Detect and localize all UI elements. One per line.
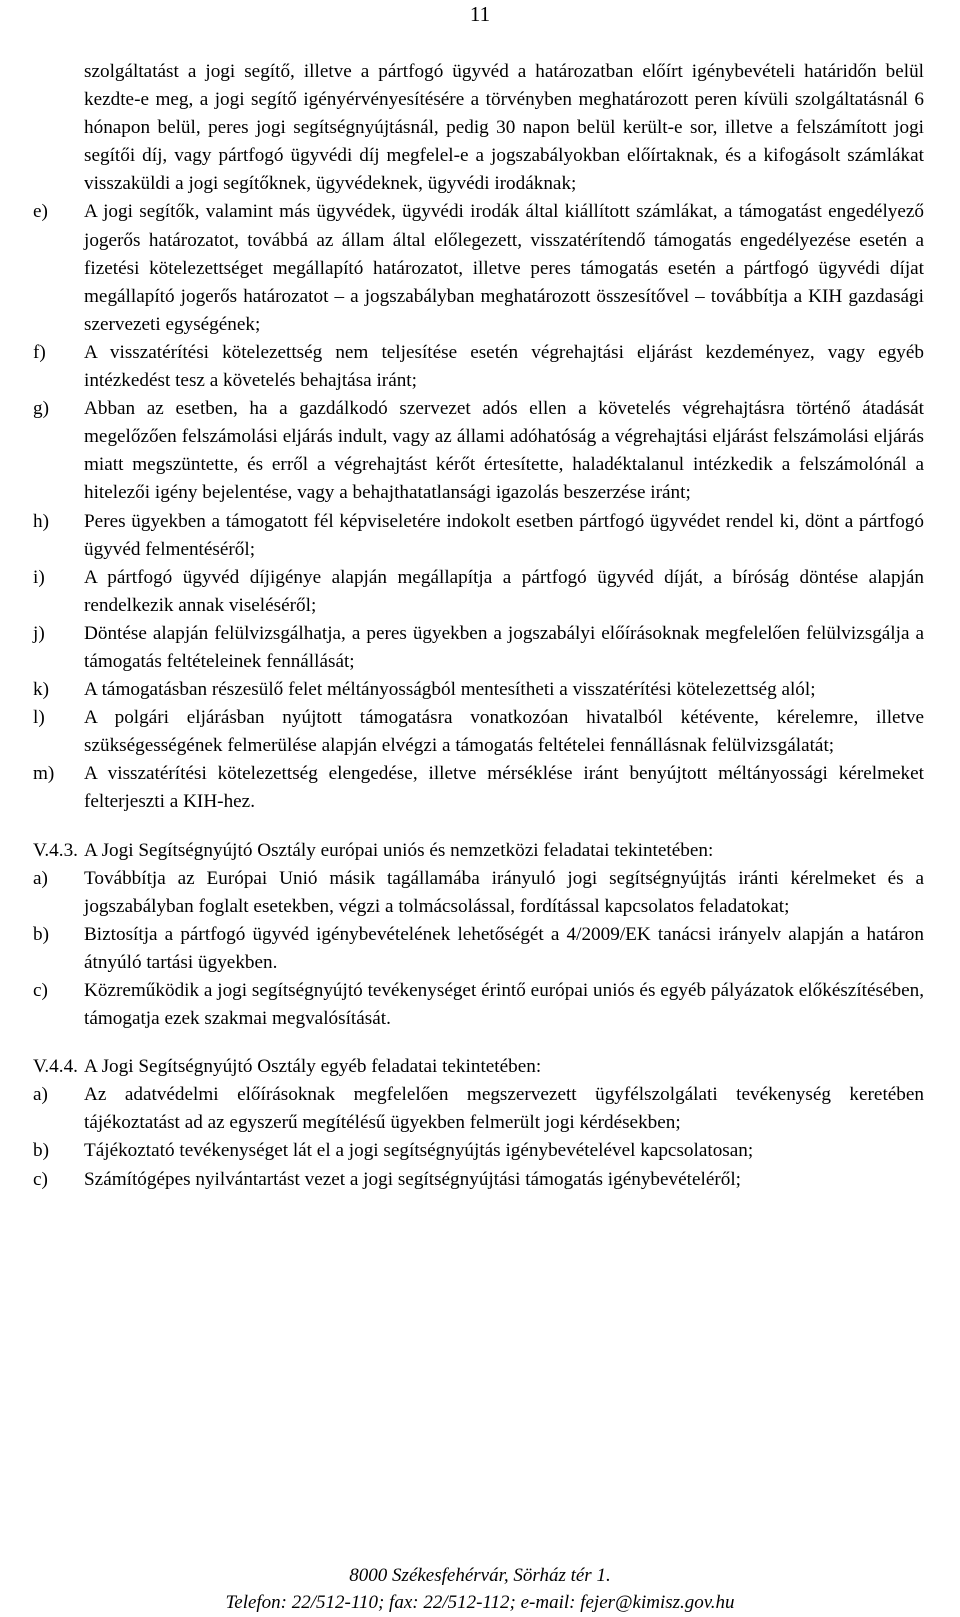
- section-number: V.4.3.: [33, 839, 78, 861]
- item-text: Az adatvédelmi előírásoknak megfelelően megszervezett ügyfélszolgálati tevékenység keretében tájékoztatást ad az egyszerű megítélésű ügyekben felmerült jogi kérdésekben;: [84, 1084, 924, 1134]
- intro-paragraph: szolgáltatást a jogi segítő, illetve a pártfogó ügyvéd a határozatban előírt igénybevételi határidőn belül kezdte-e meg, a jogi segítő igényérvényesítésére a törvényben meghatározott peren kívüli szolgáltatásnál 6 hónapon belül, peres jogi segítségnyújtásnál, pedig 30 napon belül került-e sor, illetve a felszámított jogi segítői díj, vagy pártfogó ügyvédi díj megfelel-e a jogszabályokban előírtaknak, és a kifogásolt számlákat visszaküldi a jogi segítőknek, ügyvédeknek, ügyvédi irodáknak;: [84, 61, 924, 195]
- item-text: Döntése alapján felülvizsgálhatja, a peres ügyekben a jogszabályi előírásoknak megfelelően felülvizsgálja a támogatás feltételeinek fennállását;: [84, 622, 924, 672]
- page-number: 11: [469, 2, 491, 26]
- item-text: A jogi segítők, valamint más ügyvédek, ügyvédi irodák által kiállított számlákat, a támogatást engedélyező jogerős határozatot, továbbá az állam által előlegezett, visszatérítendő támogatás engedélyezése esetén a fizetési kötelezettséget megállapító határozatot, illetve peres támogatás esetén a pártfogó ügyvédi díjat megállapító jogerős határozatot – a jogszabályban meghatározott összesítővel – továbbítja a KIH gazdasági szervezeti egységének;: [84, 201, 924, 335]
- item-label: h): [33, 510, 49, 532]
- item-text: A támogatásban részesülő felet méltányosságból mentesítheti a visszatérítési kötelezettség alól;: [84, 679, 816, 701]
- item-text: Peres ügyekben a támogatott fél képviseletére indokolt esetben pártfogó ügyvédet rendel ki, dönt a pártfogó ügyvéd felmentéséről;: [84, 510, 924, 560]
- item-label: f): [33, 341, 46, 363]
- footer-contact: Telefon: 22/512-110; fax: 22/512-112; e-mail: fejer@kimisz.gov.hu: [225, 1592, 735, 1613]
- item-label: m): [33, 763, 55, 785]
- item-text: Tájékoztató tevékenységet lát el a jogi segítségnyújtás igénybevételével kapcsolatosan;: [84, 1140, 754, 1162]
- list-item-c: [33, 1166, 924, 1194]
- list-item-h: [33, 508, 924, 564]
- item-label: a): [33, 867, 48, 889]
- item-label: l): [33, 707, 45, 729]
- section-heading-v-4-4: [33, 1053, 924, 1081]
- list-item-i: [33, 564, 924, 620]
- item-label: b): [33, 923, 49, 945]
- item-text: A polgári eljárásban nyújtott támogatásra vonatkozóan hivatalból kétévente, kérelemre, illetve szükségességének felmerülése alapján elvégzi a támogatás feltételei fennállásnak felülvizsgálatát;: [84, 707, 924, 757]
- document-body: [33, 58, 924, 1194]
- item-label: b): [33, 1140, 49, 1162]
- section-heading-v-4-3: [33, 837, 924, 865]
- item-label: g): [33, 398, 49, 420]
- section-title: A Jogi Segítségnyújtó Osztály egyéb feladatai tekintetében:: [84, 1056, 542, 1078]
- list-item-e: [33, 198, 924, 338]
- list-item-m: [33, 760, 924, 816]
- item-text: A pártfogó ügyvéd díjigénye alapján megállapítja a pártfogó ügyvéd díját, a bíróság döntése alapján rendelkezik annak viseléséről;: [84, 566, 924, 616]
- list-item-j: [33, 620, 924, 676]
- item-text: A visszatérítési kötelezettség nem teljesítése esetén végrehajtási eljárást kezdeményez, vagy egyéb intézkedést tesz a követelés behajtása iránt;: [84, 341, 924, 392]
- item-label: c): [33, 980, 48, 1001]
- list-item-l: [33, 704, 924, 760]
- item-text: Biztosítja a pártfogó ügyvéd igénybevételének lehetőségét a 4/2009/EK tanácsi irányelv alapján a határon átnyúló tartási ügyekben.: [84, 923, 924, 973]
- item-label: i): [33, 566, 45, 588]
- item-label: j): [33, 622, 45, 644]
- item-text: Számítógépes nyilvántartást vezet a jogi segítségnyújtási támogatás igénybevételéről;: [84, 1168, 741, 1190]
- section-title: A Jogi Segítségnyújtó Osztály európai uniós és nemzetközi feladatai tekintetében:: [84, 839, 714, 861]
- item-label: c): [33, 1168, 48, 1190]
- section-number: V.4.4.: [33, 1056, 78, 1078]
- list-item-g: [33, 395, 924, 507]
- item-text: A visszatérítési kötelezettség elengedése, illetve mérséklése iránt benyújtott méltányossági kérelmeket felterjeszti a KIH-hez.: [84, 763, 924, 813]
- item-label: a): [33, 1084, 48, 1106]
- list-item-f: [33, 339, 924, 395]
- list-item-b: [33, 1137, 924, 1165]
- list-item-b: [33, 921, 924, 977]
- list-item-c: [33, 977, 924, 1033]
- section-list-v-4-4: [33, 1081, 924, 1193]
- footer-address: 8000 Székesfehérvár, Sörház tér 1.: [349, 1565, 611, 1586]
- list-e-to-m: [33, 198, 924, 816]
- item-text: Továbbítja az Európai Unió másik tagállamába irányuló jogi segítségnyújtás iránti kérelmeket és a jogszabályban foglalt esetekben, végzi a tolmácsolással, fordítással kapcsolatos feladatokat;: [84, 867, 924, 917]
- list-item-a: [33, 1081, 924, 1137]
- item-label: k): [33, 679, 49, 701]
- section-list-v-4-3: [33, 865, 924, 1034]
- item-label: e): [33, 201, 48, 223]
- list-item-k: [33, 676, 924, 704]
- item-text: Abban az esetben, ha a gazdálkodó szervezet adós ellen a követelés végrehajtásra történő átadását megelőzően felszámolási eljárás indult, vagy az állami adóhatóság a végrehajtási eljárást felszámolási eljárás miatt megszüntette, és erről a végrehajtást kérőt értesítette, haladéktalanul intézkedik a felszámolónál a hitelezői igény bejelentése, vagy a behajthatatlansági igazolás beszerzése iránt;: [84, 398, 924, 504]
- item-text: Közreműködik a jogi segítségnyújtó tevékenységet érintő európai uniós és egyéb pályázatok előkészítésében, támogatja ezek szakmai megvalósítását.: [84, 980, 924, 1030]
- list-item-a: [33, 865, 924, 921]
